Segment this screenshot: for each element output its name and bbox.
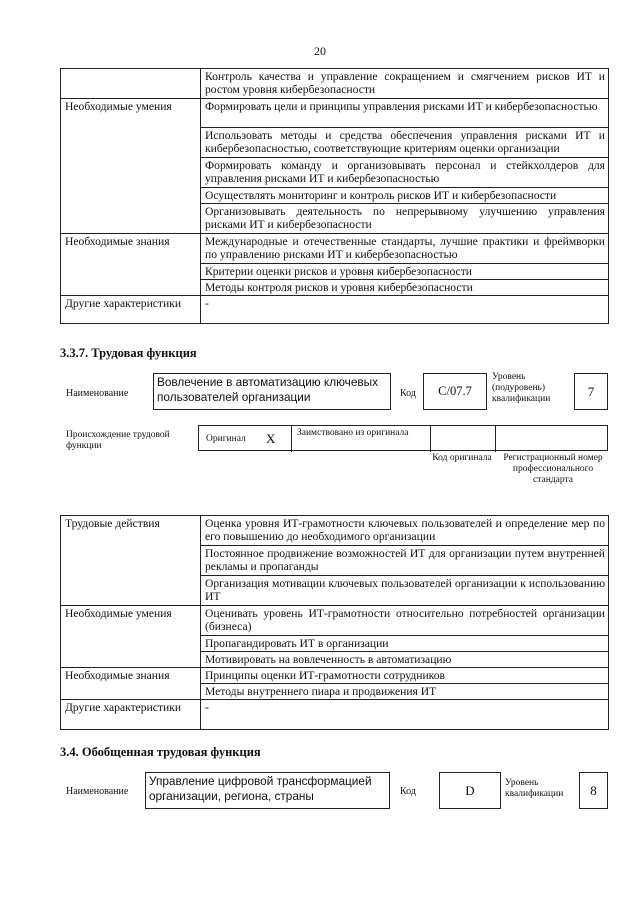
level-label: Уровень квалификации [505, 778, 564, 799]
top-competency-table [60, 68, 609, 324]
row-label-actions: Трудовые действия [61, 516, 201, 606]
row-label-skills: Необходимые умения [61, 99, 201, 234]
table-cell: Принципы оценки ИТ-грамотности сотрудников [201, 668, 609, 684]
table-cell: Мотивировать на вовлеченность в автоматизацию [201, 652, 609, 668]
level-box: 7 [574, 373, 608, 410]
table-cell: Оценка уровня ИТ-грамотности ключевых пользователей и определение мер по его повышению до необходимого организации [201, 516, 609, 546]
divider [430, 426, 431, 452]
table-cell: - [201, 700, 609, 730]
row-label-skills: Необходимые умения [61, 606, 201, 668]
table-cell: Методы контроля рисков и уровня кибербезопасности [201, 280, 609, 296]
generalized-function-name-box: Управление цифровой трансформацией организации, региона, страны [145, 772, 390, 809]
section-heading-337: 3.3.7. Трудовая функция [60, 346, 197, 360]
code-box: C/07.7 [423, 373, 487, 410]
name-label: Наименование [66, 786, 129, 797]
level-label: Уровень (подуровень) квалификации [492, 372, 551, 404]
table-row-label [61, 69, 201, 99]
borrowed-label: Заимствовано из оригинала [297, 428, 409, 438]
table-cell: Контроль качества и управление сокращением и смягчением рисков ИТ и ростом уровня кибербезопасности [201, 69, 609, 99]
code-box: D [439, 772, 501, 809]
code-original-caption: Код оригинала [432, 453, 492, 463]
divider [495, 426, 496, 452]
table-cell: Организация мотивации ключевых пользователей организации к использованию ИТ [201, 576, 609, 606]
table-cell: Осуществлять мониторинг и контроль рисков ИТ и кибербезопасности [201, 188, 609, 204]
row-label-other: Другие характеристики [61, 296, 201, 324]
table-cell: Методы внутреннего пиара и продвижения ИТ [201, 684, 609, 700]
table-cell: Пропагандировать ИТ в организации [201, 636, 609, 652]
page-number: 20 [314, 44, 326, 58]
table-cell: Формировать команду и организовывать персонал и стейкхолдеров для управления рисками ИТ и кибербезопасностью [201, 158, 609, 188]
table-cell: Формировать цели и принципы управления рисками ИТ и кибербезопасностью [201, 99, 609, 128]
table-cell: Оценивать уровень ИТ-грамотности относительно потребностей организации (бизнеса) [201, 606, 609, 636]
table-cell: - [201, 296, 609, 324]
section-heading-34: 3.4. Обобщенная трудовая функция [60, 745, 261, 759]
reg-number-caption: Регистрационный номер профессионального стандарта [503, 453, 603, 485]
origin-box [198, 425, 608, 451]
name-label: Наименование [66, 388, 129, 399]
table-cell: Использовать методы и средства обеспечения управления рисками ИТ и кибербезопасностью, соответствующие критериям оценки организации [201, 128, 609, 158]
original-mark: X [266, 431, 276, 446]
row-label-knowledge: Необходимые знания [61, 668, 201, 700]
row-label-other: Другие характеристики [61, 700, 201, 730]
labor-function-table [60, 515, 609, 730]
divider [291, 426, 292, 452]
level-box: 8 [579, 772, 608, 809]
origin-label: Происхождение трудовой функции [66, 430, 170, 451]
table-cell: Постоянное продвижение возможностей ИТ для организации путем внутренней рекламы и пропаганды [201, 546, 609, 576]
table-cell: Международные и отечественные стандарты, лучшие практики и фреймворки по управлению рисками ИТ и кибербезопасностью [201, 234, 609, 264]
code-label: Код [400, 388, 416, 399]
table-cell: Критерии оценки рисков и уровня кибербезопасности [201, 264, 609, 280]
table-cell: Организовывать деятельность по непрерывному улучшению управления рисками ИТ и кибербезопасности [201, 204, 609, 234]
original-label: Оригинал [206, 434, 246, 444]
code-label: Код [400, 786, 416, 797]
row-label-knowledge: Необходимые знания [61, 234, 201, 296]
function-name-box: Вовлечение в автоматизацию ключевых пользователей организации [153, 373, 391, 410]
